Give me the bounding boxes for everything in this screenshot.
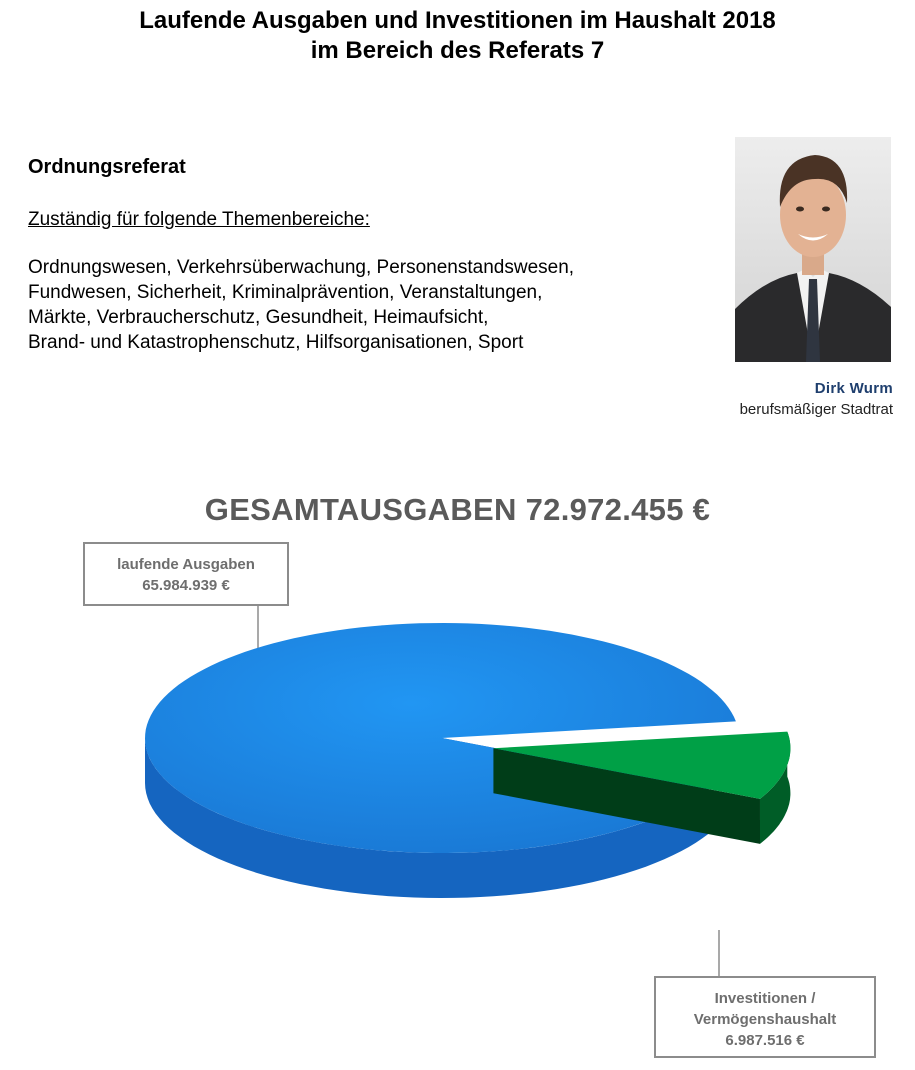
department-name: Ordnungsreferat [28,156,186,178]
page-title-line-2: im Bereich des Referats 7 [310,37,605,64]
topics-line: Märkte, Verbraucherschutz, Gesundheit, Heimaufsicht, [28,307,489,328]
slice-label: Investitionen / [714,990,816,1007]
slice-value-label: 6.987.516 € [725,1032,805,1049]
slice-label: laufende Ausgaben [117,556,255,573]
topics-line: Fundwesen, Sicherheit, Kriminalprävention, Veranstaltungen, [28,282,543,303]
slice-value-label: 65.984.939 € [142,577,230,594]
label-laufende-ausgaben [83,542,289,606]
slice-label: Vermögenshaushalt [693,1011,837,1028]
topics-line: Brand- und Katastrophenschutz, Hilfsorganisationen, Sport [28,332,524,353]
chart-title: GESAMTAUSGABEN 72.972.455 € [204,492,711,527]
page-title-line-1: Laufende Ausgaben und Investitionen im Haushalt 2018 [139,7,776,34]
person-role: berufsmäßiger Stadtrat [739,401,893,418]
responsibilities-label: Zuständig für folgende Themenbereiche: [28,209,370,230]
topics-line: Ordnungswesen, Verkehrsüberwachung, Personenstandswesen, [28,257,575,278]
label-investitionen [654,976,876,1058]
person-name: Dirk Wurm [814,380,893,397]
